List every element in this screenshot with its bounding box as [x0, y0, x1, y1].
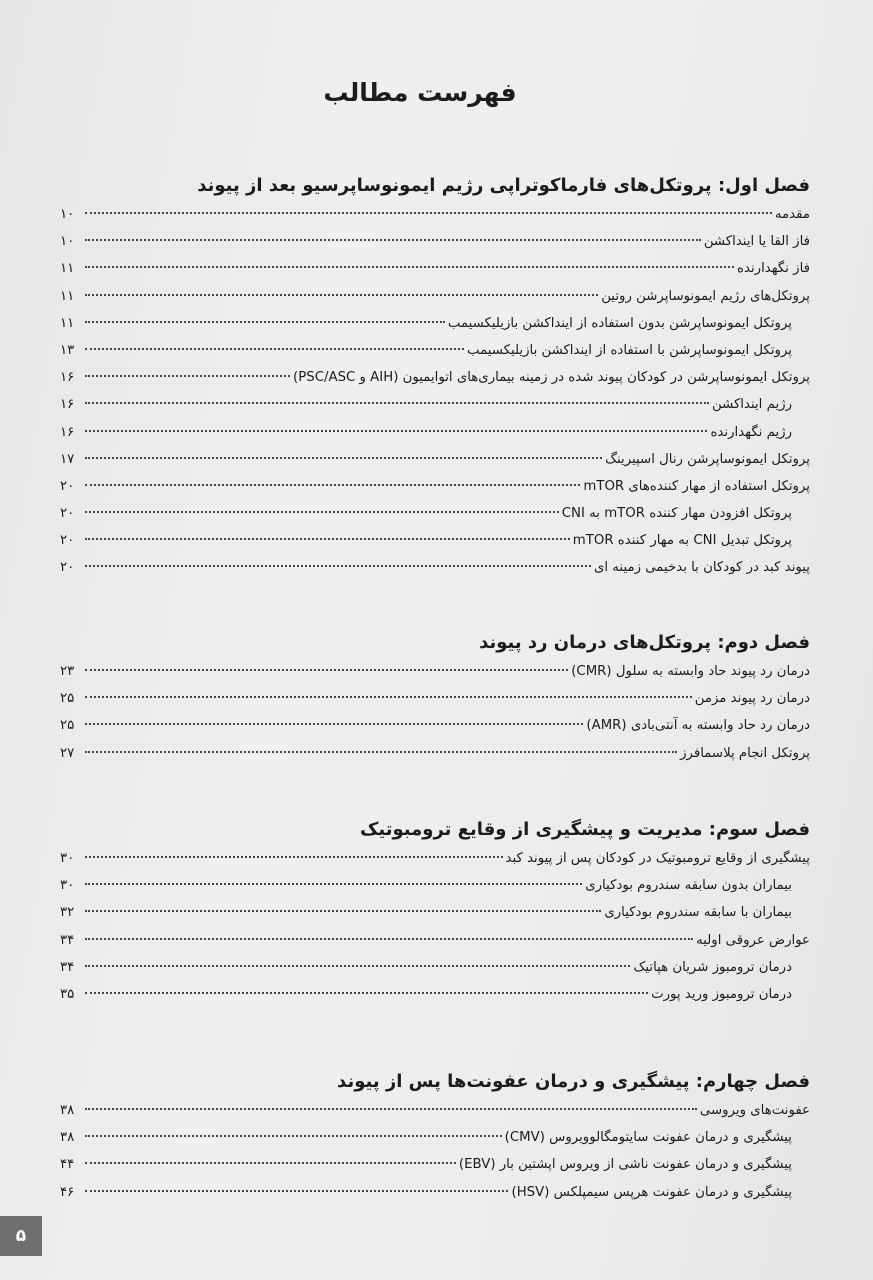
toc-entry-label: درمان رد پیوند حاد وابسته به سلول (CMR): [571, 664, 810, 679]
toc-entry-label: درمان رد پیوند مزمن: [694, 691, 810, 707]
toc-entry-page: ۱۳: [60, 342, 75, 358]
dotted-leader: [85, 375, 290, 377]
toc-entry-page: ۱۷: [60, 451, 75, 467]
dotted-leader: [85, 910, 601, 912]
toc-entry: [60, 310, 810, 337]
dotted-leader: [85, 1190, 508, 1192]
chapter-title: فصل اول: پروتکل‌های فارماکوتراپی رژیم ایمونوساپرسیو بعد از پیوند: [197, 175, 810, 196]
dotted-leader: [85, 484, 580, 486]
toc-entry-label: عفونت‌های ویروسی: [699, 1103, 810, 1118]
toc-entry: [60, 228, 810, 255]
toc-entry: [60, 473, 810, 500]
toc-entry-page: ۳۴: [60, 959, 75, 975]
toc-entry: [60, 337, 810, 364]
toc-entry-page: ۴۴: [60, 1157, 75, 1173]
toc-entry-page: ۳۰: [60, 851, 75, 866]
toc-entry-label: پروتکل افزودن مهار کننده mTOR به CNI: [561, 506, 792, 522]
toc-entry-label: پیشگیری و درمان عفونت سایتومگالوویروس (CMV): [504, 1130, 792, 1146]
toc-entry: [60, 954, 810, 981]
toc-entry: [60, 419, 810, 446]
page-title: فهرست مطالب: [323, 78, 517, 107]
toc-entry-page: ۴۶: [60, 1184, 75, 1200]
toc-entry: [60, 283, 810, 310]
toc-entry-label: پروتکل ایمونوساپرشن در کودکان پیوند شده در زمینه بیماری‌های اتوایمیون (AIH و PSC/ASC): [293, 370, 810, 386]
toc-entry: [60, 1097, 810, 1124]
toc-entry-label: فاز القا یا اینداکشن: [703, 234, 810, 250]
dotted-leader: [85, 511, 559, 513]
page-number: ۵: [0, 1216, 42, 1256]
dotted-leader: [85, 965, 630, 967]
toc-entry: [60, 658, 810, 685]
toc-entry-page: ۱۰: [60, 207, 75, 222]
toc-entry-label: رژیم اینداکشن: [711, 397, 792, 413]
toc-entry-label: بیماران با سابقه سندروم بودکیاری: [604, 905, 792, 921]
toc-entry: [60, 712, 810, 739]
toc-entry-page: ۲۰: [60, 560, 75, 576]
toc-entry-page: ۲۰: [60, 533, 75, 549]
dotted-leader: [85, 669, 568, 671]
dotted-leader: [85, 856, 503, 858]
toc-entry: [60, 872, 810, 899]
dotted-leader: [85, 294, 598, 296]
toc-entry: [60, 527, 810, 554]
dotted-leader: [85, 402, 709, 404]
dotted-leader: [85, 696, 692, 698]
toc-entry-page: ۱۰: [60, 234, 75, 250]
toc-entry: [60, 446, 810, 473]
toc-entry: [60, 899, 810, 926]
dotted-leader: [85, 457, 602, 459]
chapter-1: [60, 173, 810, 582]
dotted-leader: [85, 212, 772, 214]
dotted-leader: [85, 538, 570, 540]
toc-entry-label: پروتکل استفاده از مهار کننده‌های mTOR: [583, 478, 810, 494]
chapter-4: [60, 1069, 810, 1206]
toc-entry-label: پروتکل تبدیل CNI به مهار کننده mTOR: [572, 533, 792, 549]
toc-entry: [60, 927, 810, 954]
toc-entry-page: ۱۱: [60, 261, 75, 277]
toc-entry-page: ۲۳: [60, 664, 75, 679]
toc-entry: [60, 201, 810, 228]
chapter-title: فصل دوم: پروتکل‌های درمان رد پیوند: [479, 632, 810, 653]
toc-entry-label: رژیم نگهدارنده: [710, 424, 792, 440]
toc-entry: [60, 845, 810, 872]
toc-entry: [60, 981, 810, 1008]
chapter-title: فصل چهارم: پیشگیری و درمان عفونت‌ها پس از پیوند: [337, 1071, 810, 1092]
toc-entry: [60, 500, 810, 527]
toc-entry: [60, 685, 810, 712]
toc-entry-page: ۱۶: [60, 370, 75, 386]
toc-entry-label: درمان ترومبوز ورید پورت: [651, 986, 792, 1002]
toc-entry-label: پیوند کبد در کودکان با بدخیمی زمینه ای: [593, 560, 810, 576]
dotted-leader: [85, 239, 701, 241]
chapter-2: [60, 630, 810, 767]
toc-entry-label: پیشگیری و درمان عفونت ناشی از ویروس اپشتین بار (EBV): [458, 1157, 792, 1173]
dotted-leader: [85, 723, 583, 725]
toc-entry-page: ۲۵: [60, 718, 75, 734]
toc-entry-page: ۳۸: [60, 1130, 75, 1146]
toc-entry-label: بیماران بدون سابقه سندروم بودکیاری: [585, 878, 792, 894]
chapter-title: فصل سوم: مدیریت و پیشگیری از وقایع ترومبوتیک: [359, 819, 810, 840]
toc-entry-label: پروتکل‌های رژیم ایمونوساپرشن روتین: [601, 288, 810, 304]
dotted-leader: [85, 321, 445, 323]
toc-entry: [60, 364, 810, 391]
toc-entry-label: پروتکل ایمونوساپرشن رنال اسپیرینگ: [605, 451, 810, 467]
toc-entry-page: ۳۵: [60, 986, 75, 1002]
toc-entry-page: ۳۰: [60, 878, 75, 894]
toc-entry-page: ۲۰: [60, 478, 75, 494]
toc-entry-page: ۳۲: [60, 905, 75, 921]
toc-entry-page: ۱۶: [60, 397, 75, 413]
toc-entry: [60, 554, 810, 581]
toc-entry-label: درمان رد حاد وابسته به آنتی‌بادی (AMR): [586, 718, 810, 734]
toc-entry-page: ۲۰: [60, 506, 75, 522]
toc-entry: [60, 1179, 810, 1206]
toc-entry-label: عوارض عروقی اولیه: [696, 932, 810, 948]
toc-entry-page: ۱۱: [60, 315, 75, 331]
dotted-leader: [85, 266, 734, 268]
toc-entry-page: ۳۸: [60, 1103, 75, 1118]
toc-entry-label: فاز نگهدارنده: [737, 261, 810, 277]
toc-entry: [60, 1151, 810, 1178]
toc-entry-label: پروتکل ایمونوساپرشن با استفاده از اینداکشن بازیلیکسیمب: [467, 342, 792, 358]
toc-entry: [60, 1124, 810, 1151]
toc-entry-label: مقدمه: [774, 207, 810, 222]
toc-entry-page: ۳۴: [60, 932, 75, 948]
dotted-leader: [85, 1108, 697, 1110]
toc-entry-page: ۱۱: [60, 288, 75, 304]
toc-entry-label: پروتکل انجام پلاسمافرز: [680, 745, 810, 761]
toc-entry-label: پیشگیری از وقایع ترومبوتیک در کودکان پس از پیوند کبد: [505, 851, 810, 866]
dotted-leader: [85, 751, 677, 753]
dotted-leader: [85, 938, 693, 940]
toc-entry-page: ۲۵: [60, 691, 75, 707]
toc-entry-label: پروتکل ایمونوساپرشن بدون استفاده از اینداکشن بازیلیکسیمب: [447, 315, 792, 331]
toc-entry: [60, 740, 810, 767]
toc-entry-page: ۲۷: [60, 745, 75, 761]
dotted-leader: [85, 565, 591, 567]
dotted-leader: [85, 430, 707, 432]
toc-entry: [60, 391, 810, 418]
toc-entry: [60, 255, 810, 282]
toc-entry-page: ۱۶: [60, 424, 75, 440]
dotted-leader: [85, 1135, 502, 1137]
dotted-leader: [85, 1162, 456, 1164]
chapter-3: [60, 817, 810, 1008]
dotted-leader: [85, 883, 582, 885]
toc-entry-label: پیشگیری و درمان عفونت هرپس سیمپلکس (HSV): [511, 1184, 792, 1200]
dotted-leader: [85, 348, 464, 350]
toc-entry-label: درمان ترومبوز شریان هپاتیک: [633, 959, 792, 975]
dotted-leader: [85, 992, 648, 994]
